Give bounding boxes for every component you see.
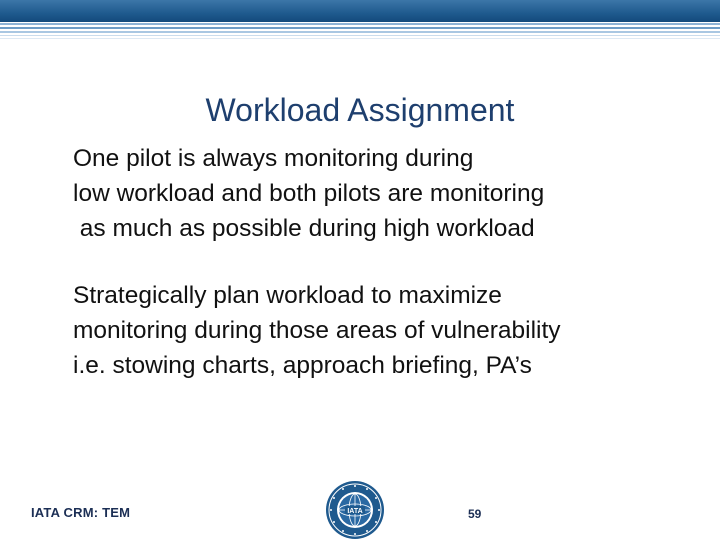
- seal-text: IATA: [347, 508, 363, 515]
- header-stripes: [0, 22, 720, 40]
- header-band: [0, 0, 720, 22]
- paragraph-1-line-1: One pilot is always monitoring during: [73, 145, 474, 172]
- iata-seal-icon: [325, 480, 385, 540]
- paragraph-2-line-3: i.e. stowing charts, approach briefing, PA’s: [73, 352, 532, 379]
- footer-course-label: IATA CRM: TEM: [31, 505, 131, 520]
- slide-title: [0, 92, 720, 129]
- iata-seal-logo: [325, 480, 385, 540]
- paragraph-2-line-2: monitoring during those areas of vulnerability: [73, 317, 561, 344]
- paragraph-2: [73, 278, 561, 383]
- paragraph-1: [73, 141, 544, 246]
- slide-title-text: Workload Assignment: [205, 92, 515, 128]
- page-number: 59: [468, 507, 482, 521]
- paragraph-1-line-2: low workload and both pilots are monitoring: [73, 180, 545, 207]
- paragraph-1-line-3: as much as possible during high workload: [73, 215, 535, 242]
- paragraph-2-line-1: Strategically plan workload to maximize: [73, 282, 502, 309]
